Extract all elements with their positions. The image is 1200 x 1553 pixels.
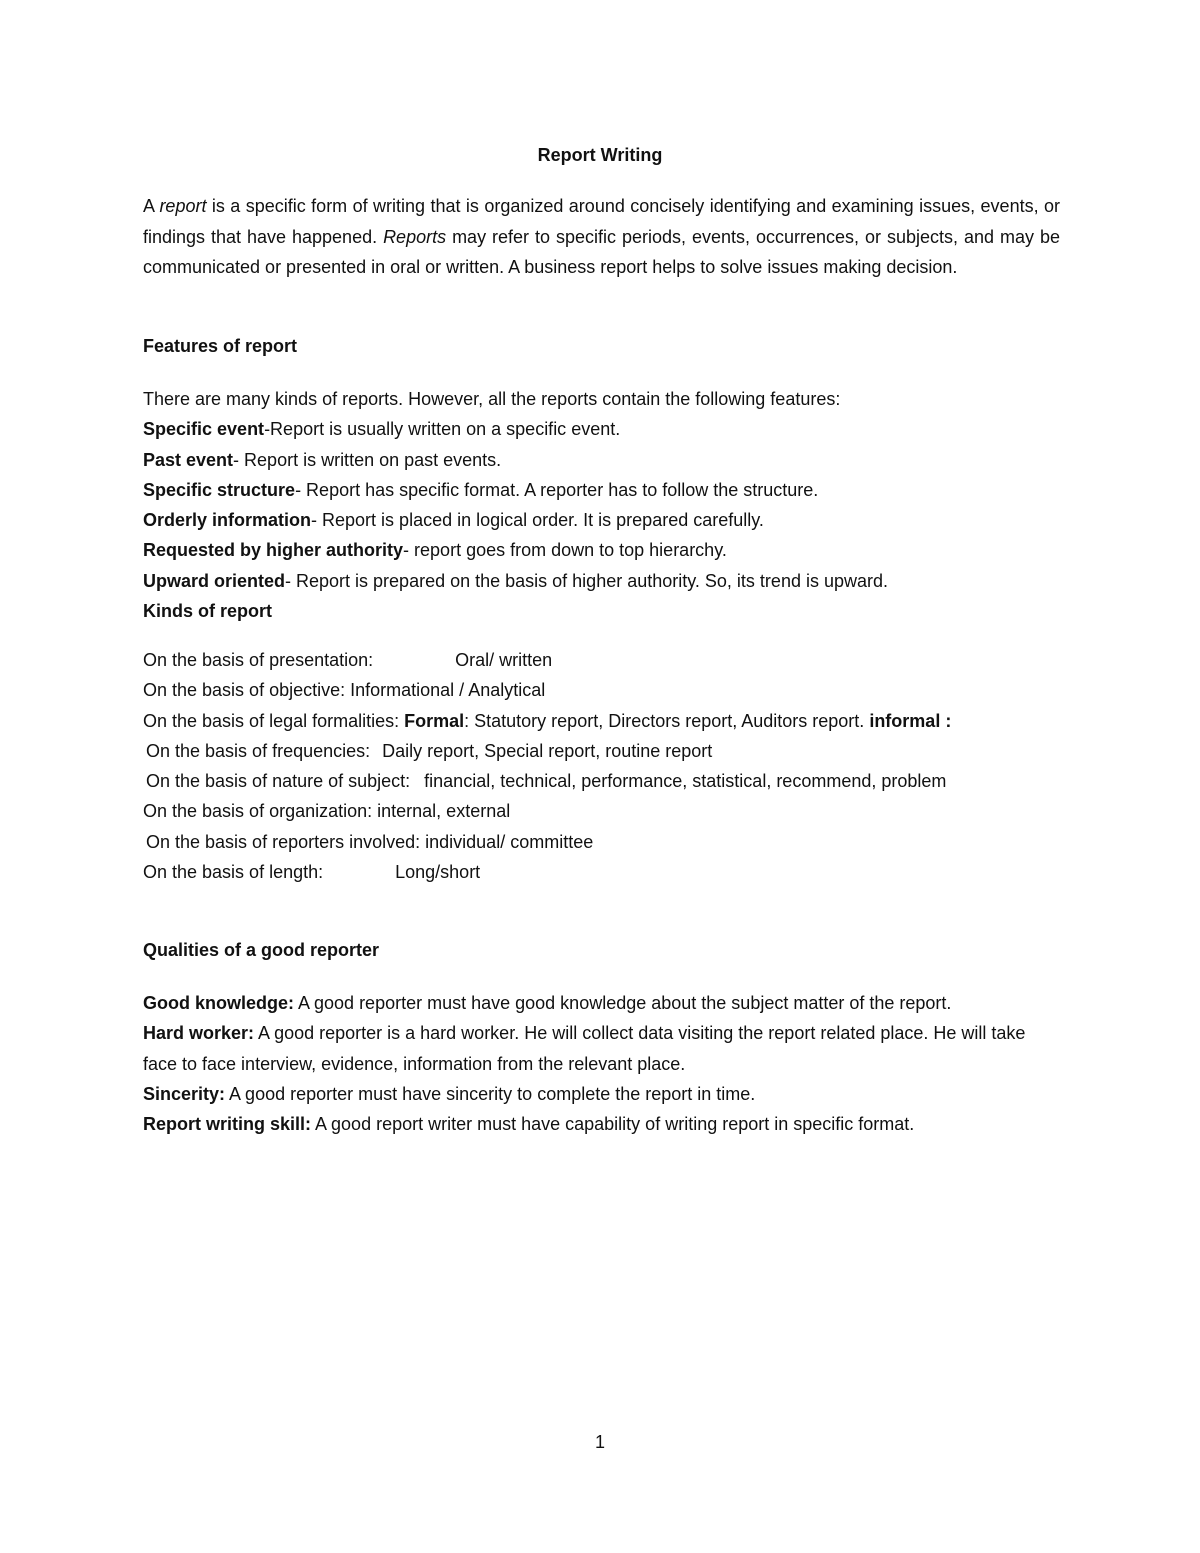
kinds-heading: Kinds of report	[143, 601, 272, 622]
intro-text-part: may refer to specific periods, events, occurrences, or subjects, and may be communicated or presented in oral or written. A business report helps to solve issues making decision.	[143, 226, 1060, 277]
kind-presentation	[143, 645, 1083, 675]
kind-value: internal, external	[372, 801, 511, 822]
feature-term: Requested by higher authority	[143, 540, 404, 561]
kind-objective	[143, 675, 1083, 705]
feature-term: Specific structure	[143, 479, 296, 500]
feature-term: Orderly information	[143, 510, 312, 531]
quality-item	[143, 1079, 1063, 1109]
kind-value: Oral/ written	[455, 650, 553, 670]
feature-item	[143, 475, 1083, 505]
quality-desc: A good reporter is a hard worker. He will collect data visiting the report related place. He will take face to face interview, evidence, information from the relevant place.	[143, 1023, 1026, 1074]
features-heading: Features of report	[143, 336, 298, 356]
kind-nature	[143, 766, 1083, 796]
intro-term-report: report	[159, 196, 207, 216]
feature-item	[143, 445, 1083, 475]
kind-reporters	[143, 827, 1083, 857]
quality-item	[143, 988, 1063, 1018]
feature-desc: -Report is usually written on a specific event.	[264, 419, 621, 440]
kind-length	[143, 857, 1083, 887]
quality-desc: A good reporter must have sincerity to complete the report in time.	[225, 1083, 756, 1104]
kind-label: On the basis of length:	[143, 862, 324, 883]
feature-item	[143, 535, 1083, 565]
quality-item	[143, 1018, 1063, 1079]
kind-value: : Statutory report, Directors report, Auditors report.	[464, 710, 870, 731]
feature-desc: - Report has specific format. A reporter has to follow the structure.	[295, 479, 819, 500]
quality-desc: A good reporter must have good knowledge about the subject matter of the report.	[294, 993, 952, 1013]
kind-label: On the basis of frequencies:	[146, 740, 371, 761]
kind-informal-label: informal :	[869, 710, 952, 731]
kind-formal-label: Formal	[404, 710, 465, 731]
feature-desc: - report goes from down to top hierarchy.	[403, 540, 727, 561]
feature-item	[143, 566, 1083, 596]
kind-frequencies	[143, 736, 1083, 766]
feature-item	[143, 414, 1083, 444]
kind-label: On the basis of organization:	[143, 801, 373, 822]
features-lead: There are many kinds of reports. However, all the reports contain the following features:	[143, 389, 841, 409]
kind-label: On the basis of legal formalities:	[143, 710, 405, 731]
qualities-heading: Qualities of a good reporter	[143, 940, 380, 960]
kind-label: On the basis of reporters involved:	[146, 831, 421, 852]
quality-term: Sincerity:	[143, 1083, 226, 1104]
quality-term: Report writing skill:	[143, 1114, 312, 1135]
kind-value: Daily report, Special report, routine report	[382, 740, 713, 761]
kind-organization	[143, 796, 1083, 826]
feature-desc: - Report is written on past events.	[233, 449, 502, 470]
qualities-list	[143, 988, 1063, 1139]
intro-text-part: is a specific form of writing that is organized around concisely identifying and examining issues, events, or findings that have happened.	[143, 196, 1061, 247]
page-number: 1	[594, 1432, 605, 1452]
kind-legal	[143, 706, 1083, 736]
intro-term-reports: Reports	[383, 226, 447, 247]
features-list	[143, 384, 1083, 626]
feature-term: Specific event	[143, 419, 265, 440]
kind-label: On the basis of presentation:	[143, 650, 374, 670]
feature-item	[143, 505, 1083, 535]
quality-term: Good knowledge:	[143, 993, 294, 1013]
feature-term: Upward oriented	[143, 570, 286, 591]
quality-item	[143, 1109, 1063, 1139]
quality-term: Hard worker:	[143, 1023, 255, 1044]
feature-term: Past event	[143, 449, 234, 470]
page-title: Report Writing	[537, 145, 663, 165]
kind-label: On the basis of objective:	[143, 680, 346, 701]
kind-value: financial, technical, performance, statistical, recommend, problem	[424, 771, 947, 792]
intro-paragraph	[143, 191, 1060, 283]
quality-desc: A good report writer must have capability of writing report in specific format.	[311, 1114, 915, 1135]
kind-value: Informational / Analytical	[345, 680, 546, 701]
feature-desc: - Report is prepared on the basis of higher authority. So, its trend is upward.	[285, 570, 888, 591]
kind-label: On the basis of nature of subject:	[146, 771, 411, 792]
kind-value: individual/ committee	[420, 831, 594, 852]
kinds-list	[143, 645, 1083, 887]
intro-text	[143, 191, 1060, 283]
kind-value: Long/short	[395, 862, 481, 883]
intro-text-part: A	[143, 196, 160, 216]
feature-desc: - Report is placed in logical order. It is prepared carefully.	[311, 510, 764, 531]
